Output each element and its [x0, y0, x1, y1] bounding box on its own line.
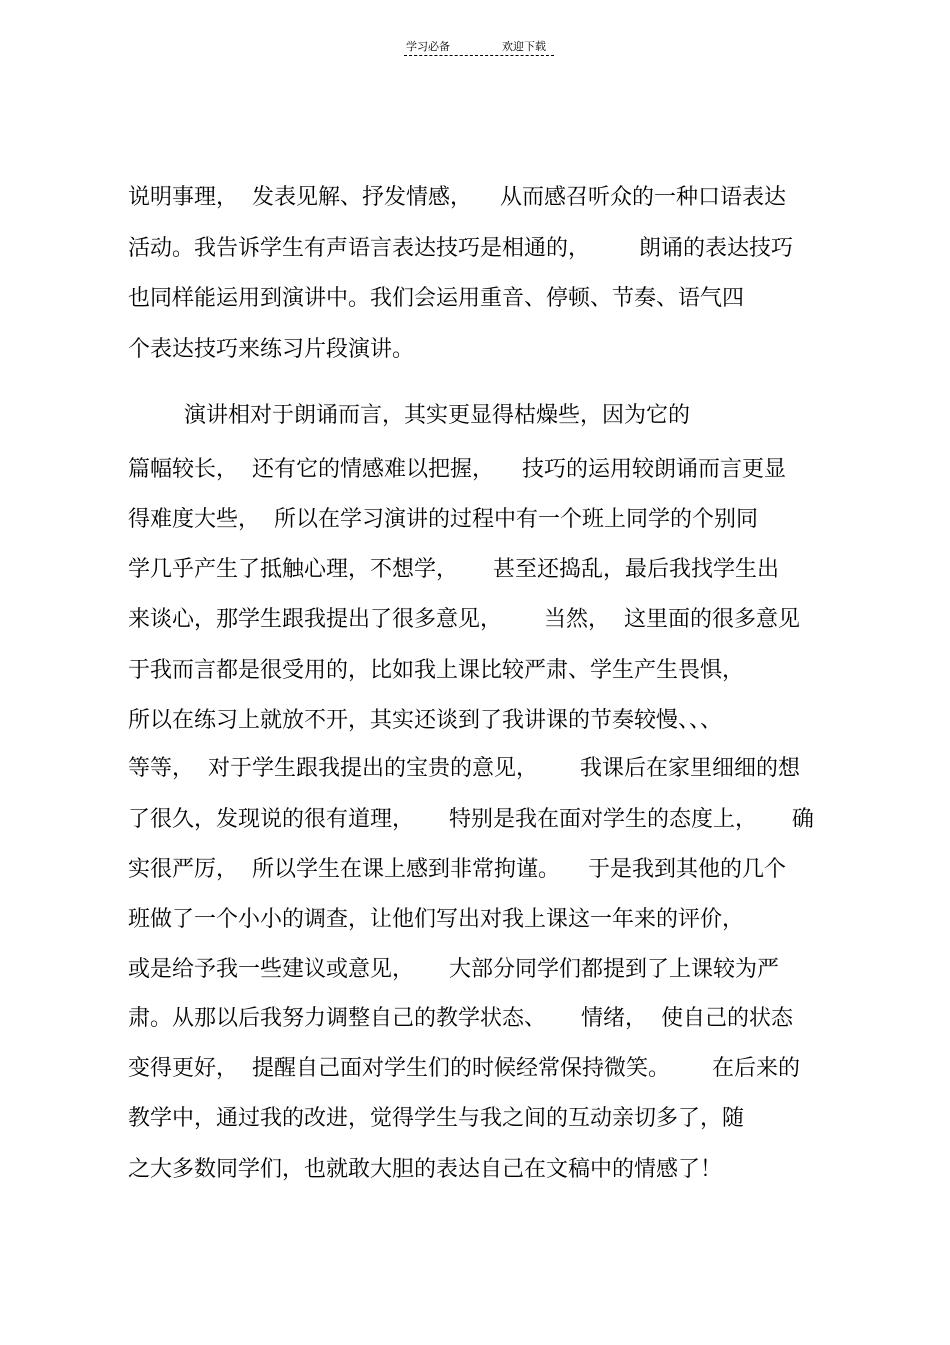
- text-line: 个表达技巧来练习片段演讲。: [128, 337, 415, 362]
- text-line: 所以在练习上就放不开，其实还谈到了我讲课的节奏较慢、、、: [128, 708, 723, 733]
- text-line: 学几乎产生了抵触心理，不想学， 甚至还捣乱，最后我找学生出: [128, 557, 779, 582]
- text-line: 等等， 对于学生跟我提出的宝贵的意见， 我课后在家里细细的想: [128, 756, 800, 781]
- text-line: 了很久，发现说的很有道理， 特别是我在面对学生的态度上， 确: [128, 807, 814, 832]
- header-right-text: 欢迎下载: [502, 40, 546, 53]
- page-header: [404, 38, 554, 58]
- text-line: 也同样能运用到演讲中。我们会运用重音、停顿、节奏、语气四: [128, 286, 745, 311]
- text-line: 得难度大些， 所以在学习演讲的过程中有一个班上同学的个别同: [128, 507, 758, 532]
- text-line: 或是给予我一些建议或意见， 大部分同学们都提到了上课较为严: [128, 957, 779, 982]
- text-line: 篇幅较长， 还有它的情感难以把握， 技巧的运用较朗诵而言更显: [128, 457, 786, 482]
- header-dashed-rule: [404, 55, 554, 56]
- text-line: 变得更好， 提醒自己面对学生们的时候经常保持微笑。 在后来的: [128, 1056, 800, 1081]
- text-line: 肃。从那以后我努力调整自己的教学状态、 情绪， 使自己的状态: [128, 1006, 793, 1031]
- text-line: 说明事理， 发表见解、抒发情感， 从而感召听众的一种口语表达: [128, 185, 786, 210]
- text-line: 班做了一个小小的调查，让他们写出对我上课这一年来的评价，: [128, 907, 745, 932]
- text-line: 来谈心，那学生跟我提出了很多意见， 当然， 这里面的很多意见: [128, 607, 800, 632]
- text-line: 教学中，通过我的改进，觉得学生与我之间的互动亲切多了，随: [128, 1106, 745, 1131]
- text-line: 实很严厉， 所以学生在课上感到非常拘谨。 于是我到其他的几个: [128, 857, 786, 882]
- text-line: 演讲相对于朗诵而言，其实更显得枯燥些，因为它的: [128, 403, 690, 428]
- header-left-text: 学习必备: [406, 40, 450, 53]
- text-line: 活动。我告诉学生有声语言表达技巧是相通的， 朗诵的表达技巧: [128, 236, 793, 261]
- text-line: 之大多数同学们，也就敢大胆的表达自己在文稿中的情感了！: [128, 1157, 723, 1182]
- text-line: 于我而言都是很受用的，比如我上课比较严肃、学生产生畏惧，: [128, 658, 745, 683]
